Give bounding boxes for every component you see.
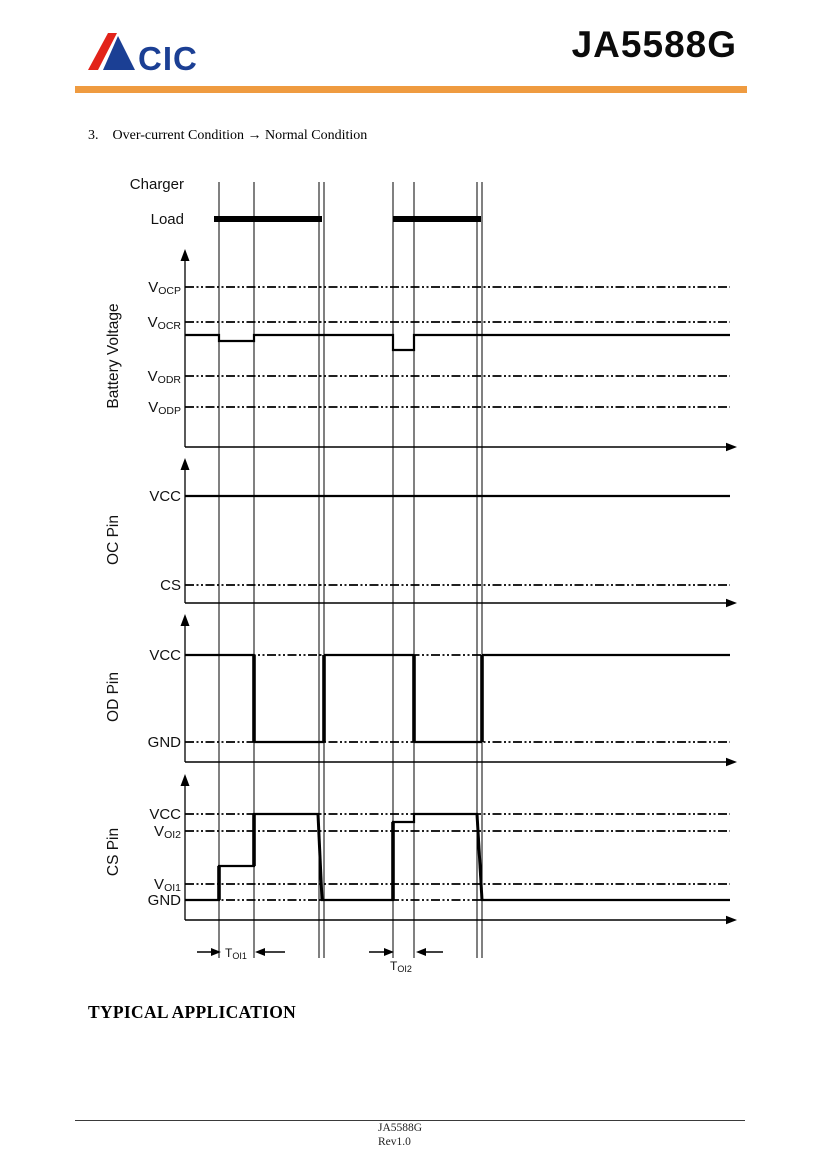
od-time-axis-arrow-icon [726, 758, 737, 766]
acic-logo [86, 29, 211, 76]
vodr-label: VODR [147, 368, 181, 386]
cs-voi2-label: VOI2 [154, 823, 181, 841]
od-section-title: OD Pin [105, 672, 122, 722]
oc-cs-label: CS [160, 577, 181, 594]
footer-rule [75, 1120, 745, 1121]
typical-application-heading: TYPICAL APPLICATION [88, 1002, 297, 1022]
section-title: Over-current Condition → Normal Condition [112, 128, 368, 143]
cs-pin-section [105, 774, 737, 924]
footer [378, 1122, 422, 1149]
oc-pin-section [105, 458, 737, 607]
oc-time-axis-arrow-icon [726, 599, 737, 607]
vodp-label: VODP [148, 399, 181, 417]
battery-voltage-waveform [185, 335, 730, 350]
cs-pin-waveform [185, 814, 730, 900]
cs-voi1-label: VOI1 [154, 876, 181, 894]
footer-part-number: JA5588G [378, 1122, 423, 1134]
toi1-label: TOI1 [225, 946, 247, 961]
od-pin-section [105, 614, 737, 766]
oc-vcc-label: VCC [149, 488, 181, 505]
cs-time-axis-arrow-icon [726, 916, 737, 924]
battery-voltage-section [105, 249, 737, 451]
od-vcc-label: VCC [149, 647, 181, 664]
section-number: 3. [88, 128, 99, 143]
toi2-label: TOI2 [390, 959, 412, 974]
cs-gnd-label: GND [147, 892, 181, 909]
timing-diagram [0, 165, 826, 980]
footer-revision: Rev1.0 [378, 1135, 411, 1148]
vocp-label: VOCP [148, 279, 181, 297]
od-gnd-label: GND [147, 734, 181, 751]
page-title-part-number: JA5588G [571, 24, 737, 65]
od-pin-waveform [185, 655, 730, 742]
section-heading [88, 128, 367, 144]
charger-label: Charger [129, 176, 184, 193]
oc-section-title: OC Pin [105, 515, 122, 565]
logo-text: CIC [138, 40, 198, 76]
battery-section-title: Battery Voltage [105, 303, 122, 409]
battery-time-axis-arrow-icon [726, 443, 737, 451]
vertical-gridlines [219, 182, 482, 958]
vocr-label: VOCR [147, 314, 181, 332]
accent-rule-bar [75, 86, 747, 93]
header-accent-rule [75, 86, 747, 93]
cs-section-title: CS Pin [105, 827, 122, 877]
toi-timing-annotations [197, 946, 443, 974]
cs-vcc-label: VCC [149, 806, 181, 823]
load-label: Load [150, 211, 184, 228]
